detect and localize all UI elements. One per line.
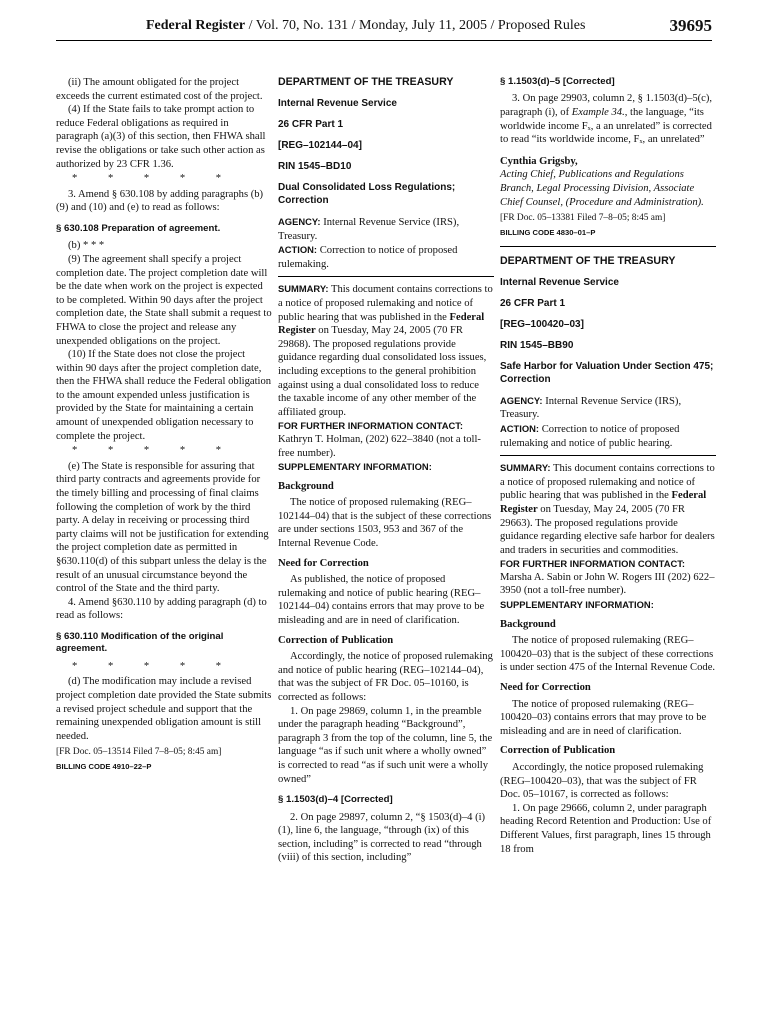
agency-heading: Internal Revenue Service — [278, 98, 397, 109]
contact-text: Kathryn T. Holman, (202) 622–3840 (not a toll-free number). — [278, 433, 481, 459]
running-head — [146, 18, 585, 34]
rule-title: Safe Harbor for Valuation Under Section 475; Correction — [500, 360, 714, 385]
summary-text: This document contains corrections to a notice of proposed rulemaking and notice of public hearing that was published in the — [278, 284, 493, 323]
action-line — [500, 422, 716, 450]
paragraph: As published, the notice of proposed rulemaking and notice of public hearing (REG–102144–04) contains errors that may prove to be misleading and are in need of clarification. — [278, 574, 485, 627]
fr-doc-line: [FR Doc. 05–13514 Filed 7–8–05; 8:45 am] — [56, 747, 222, 758]
journal-name: Federal Register — [146, 18, 246, 33]
department-heading: DEPARTMENT OF THE TREASURY — [500, 254, 676, 267]
supplementary-label: SUPPLEMENTARY INFORMATION: — [500, 599, 654, 611]
paragraph: Accordingly, the notice proposed rulemaking (REG–100420–03), that was the subject of FR Doc. 05–10167, is corrected as follows: — [500, 762, 704, 801]
paragraph: 2. On page 29897, column 2, “§ 1503(d)–4 (i)(1), line 6, the language, “through (ix) of this section, including” is corrected to read “through (viii) of this section, including” — [278, 811, 486, 864]
reg-number: [REG–100420–03] — [500, 318, 584, 330]
paragraph: (10) If the State does not close the project within 90 days after the project completion date, then the FHWA shall reduce the Federal obligation to the amount expended unless justification is provided by the State for maintaining a certain amount of unexpended obligation necessary to complete the project. — [56, 349, 272, 442]
agency-text: Internal Revenue Service (IRS), Treasury. — [278, 217, 460, 242]
reg-number: [REG–102144–04] — [278, 140, 362, 151]
action-label: ACTION: — [500, 422, 540, 434]
action-text: Correction to notice of proposed rulemaking. — [278, 245, 458, 270]
summary-text: This document contains corrections to a notice of proposed rulemaking and notice of public hearing that was published in the — [500, 463, 715, 502]
paragraph: 1. On page 29666, column 2, under paragraph heading Record Retention and Production: Use of Different Values, first paragraph, lines 15 through 18 from — [500, 802, 712, 855]
supplementary-label: SUPPLEMENTARY INFORMATION: — [278, 461, 432, 473]
column-2 — [278, 76, 494, 865]
contact-label: FOR FURTHER INFORMATION CONTACT: — [500, 558, 686, 570]
subheading: Correction of Publication — [278, 634, 394, 646]
agency-line — [278, 215, 494, 243]
subheading: Need for Correction — [500, 682, 591, 694]
subheading: Need for Correction — [278, 557, 369, 569]
ellipsis-stars: * * * * * — [72, 445, 236, 457]
rule-title: Dual Consolidated Loss Regulations; Correction — [278, 182, 456, 206]
signer-title: Acting Chief, Publications and Regulations Branch, Legal Processing Division, Associate Chief Counsel, (Procedure and Administration). — [500, 169, 704, 208]
contact-label: FOR FURTHER INFORMATION CONTACT: — [278, 420, 464, 432]
column-1 — [56, 76, 272, 774]
divider — [500, 455, 716, 456]
agency-text: Internal Revenue Service (IRS), Treasury. — [500, 395, 682, 421]
paragraph: Accordingly, the notice of proposed rulemaking and notice of public hearing (REG–102144–04), that was the subject of FR Doc. 05–10160, is corrected as follows: — [278, 651, 493, 703]
paragraph: 1. On page 29869, column 1, in the preamble under the paragraph heading “Background”, paragraph 3 from the top of the column, line 5, the language “as if such unit where a wholly owned” is corrected to read “as if such unit were a wholly owned” — [278, 705, 493, 785]
section-heading: § 630.110 Modification of the original agreement. — [56, 630, 224, 655]
subheading: Background — [500, 618, 556, 630]
agency-heading: Internal Revenue Service — [500, 276, 619, 288]
rin-number: RIN 1545–BD10 — [278, 161, 352, 172]
cfr-part: 26 CFR Part 1 — [278, 119, 344, 130]
billing-code: BILLING CODE 4910–22–P — [56, 762, 152, 772]
rin-number: RIN 1545–BB90 — [500, 339, 574, 351]
ellipsis-stars: * * * * * — [72, 173, 236, 185]
billing-code: BILLING CODE 4830–01–P — [500, 228, 596, 238]
summary-label: SUMMARY: — [500, 462, 551, 474]
subheading: Correction of Publication — [500, 745, 616, 757]
contact-text: Marsha A. Sabin or John W. Rogers III (202) 622–3950 (not a toll-free number). — [500, 571, 715, 597]
paragraph: The notice of proposed rulemaking (REG–100420–03) that is the subject of these corrections is under section 475 of the Internal Revenue Code. — [500, 635, 716, 674]
agency-line — [500, 394, 716, 422]
section-heading: § 1.1503(d)–5 [Corrected] — [500, 76, 615, 87]
page-number: 39695 — [669, 16, 712, 35]
action-text: Correction to notice of proposed rulemaking and notice of public hearing. — [500, 423, 680, 449]
summary-text: on Tuesday, May 24, 2005 (70 FR 29868). The proposed regulations provide guidance regarding dual consolidated loss issues, including exceptions to the general prohibition against using a dual consolidated loss to reduce the taxable income of any other member of the affiliated group. — [278, 325, 487, 418]
paragraph: 4. Amend §630.110 by adding paragraph (d) to read as follows: — [56, 596, 267, 622]
signer-name: Cynthia Grigsby, — [500, 155, 578, 167]
divider — [500, 246, 716, 247]
action-line — [278, 243, 494, 271]
issue-meta: / Vol. 70, No. 131 / Monday, July 11, 2005 / Proposed Rules — [245, 18, 586, 33]
summary-fr: Federal Register — [500, 490, 707, 515]
paragraph: (ii) The amount obligated for the project exceeds the current estimated cost of the project. — [56, 77, 263, 102]
section-heading: § 630.108 Preparation of agreement. — [56, 222, 221, 234]
summary — [278, 282, 494, 419]
divider — [278, 276, 494, 277]
paragraph: (d) The modification may include a revised project completion date provided the State submits a revised project schedule and support that the remaining unexpended obligation amount is still needed. — [56, 676, 272, 742]
section-heading: § 1.1503(d)–4 [Corrected] — [278, 794, 393, 806]
column-3 — [500, 76, 716, 856]
paragraph: (b) * * * — [68, 240, 105, 252]
paragraph: The notice of proposed rulemaking (REG–102144–04) that is the subject of these corrections are under sections 1503, 953 and 367 of the Internal Revenue Code. — [278, 497, 492, 550]
paragraph: (e) The State is responsible for assuring that third party contracts and agreements provide for the timely billing and processing of final claims following the completion of work by the third party. A delay in receiving or processing third party claims will not be justification for extending the project completion date as permitted in §630.110(d) of this subpart unless the delay is the result of an unusual circumstance beyond the control of the State and the third party. — [56, 460, 269, 595]
paragraph: (9) The agreement shall specify a project completion date. The project completion date will be the date when work on the project is expected to be completed. Within 90 days after the project completion date, the State shall submit a request to FHWA to close the project and release any unexpended obligations on the project. — [56, 253, 272, 347]
ellipsis-stars: * * * * * — [72, 660, 236, 672]
summary-label: SUMMARY: — [278, 283, 329, 295]
paragraph: 3. Amend § 630.108 by adding paragraphs (b)(9) and (10) and (e) to read as follows: — [56, 188, 264, 214]
summary-fr: Federal Register — [278, 311, 485, 337]
paragraph: (4) If the State fails to take prompt action to reduce Federal obligations as required in paragraph (a)(3) of this section, then FHWA shall revise the obligations or take such other action as authorized by 23 CFR 1.36. — [56, 104, 266, 170]
action-label: ACTION: — [278, 244, 318, 256]
item-example: Example 34. — [571, 107, 625, 118]
agency-label: AGENCY: — [500, 394, 543, 406]
department-heading: DEPARTMENT OF THE TREASURY — [278, 76, 454, 88]
paragraph — [500, 92, 716, 146]
paragraph: The notice of proposed rulemaking (REG–100420–03) contains errors that may prove to be misleading and are in need of clarification. — [500, 698, 707, 737]
fr-doc-line: [FR Doc. 05–13381 Filed 7–8–05; 8:45 am] — [500, 213, 666, 224]
summary-text: on Tuesday, May 24, 2005 (70 FR 29663). The proposed regulations provide guidance regarding elective safe harbor for dealers and traders in securities and commodities. — [500, 503, 715, 556]
subheading: Background — [278, 480, 334, 492]
item-text: 3. On page 29903, column 2, § 1.1503(d)–5(c), paragraph (i), of — [500, 93, 713, 118]
cfr-part: 26 CFR Part 1 — [500, 297, 566, 309]
agency-label: AGENCY: — [278, 216, 321, 227]
summary — [500, 461, 716, 557]
page-header — [56, 12, 712, 41]
item-text: , the language, “its worldwide income Fₓ, a an unrelated” is corrected to read “its worldwide income, Fₓ, an unrelated” — [500, 107, 712, 146]
